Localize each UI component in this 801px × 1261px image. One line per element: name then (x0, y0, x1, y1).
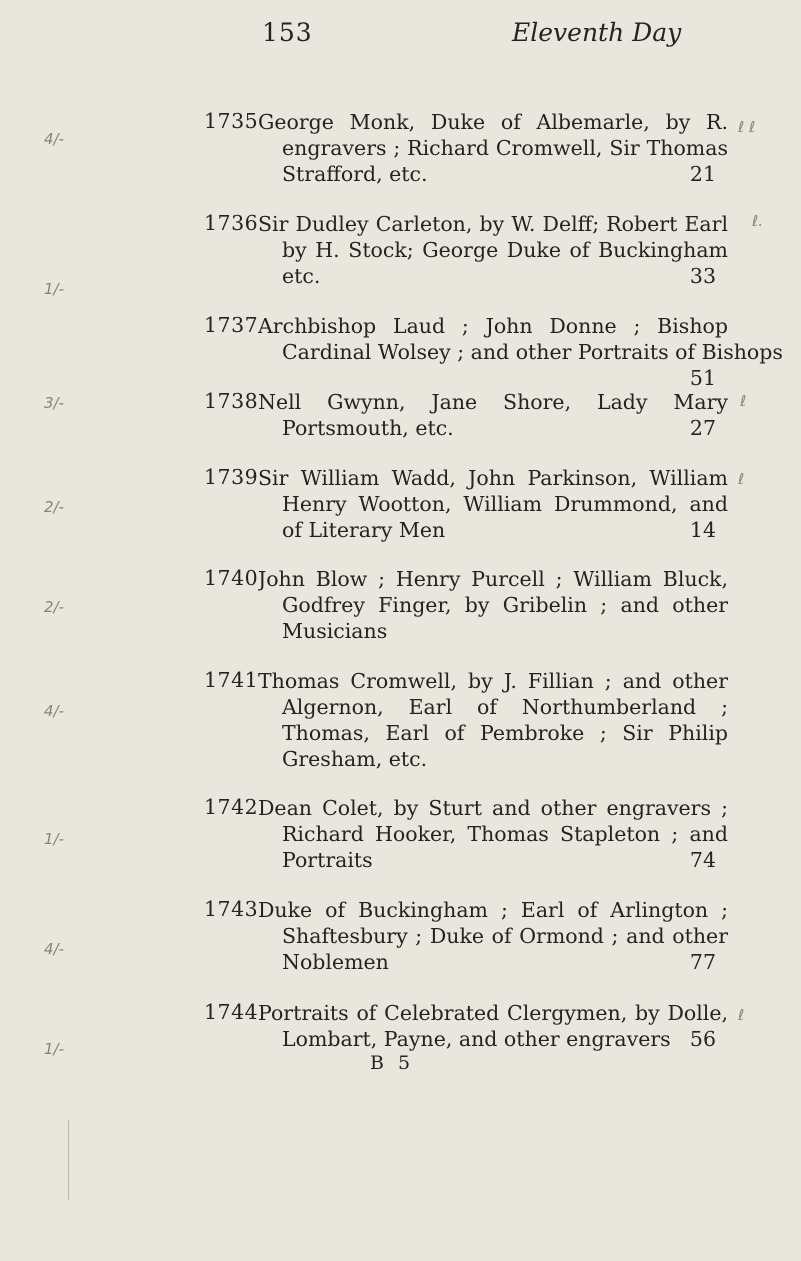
lot-line: Portraits of Celebrated Clergymen, by Dolle, (258, 1001, 728, 1025)
lot-line: Godfrey Finger, by Gribelin ; and other (282, 593, 728, 617)
handwritten-annotation: 1/- (44, 280, 65, 298)
lot-line: Dean Colet, by Sturt and other engravers ; (258, 796, 728, 820)
lot-count: 21 (689, 162, 716, 186)
lot-description (258, 211, 728, 289)
lot-line-text: Strafford, etc. (282, 162, 428, 186)
lot-line (258, 263, 728, 289)
lot-number: 1743 (204, 897, 259, 921)
page-number: 153 (262, 18, 313, 47)
margin-pencil-line (68, 1120, 69, 1200)
page-header (0, 12, 801, 52)
lot-count: 77 (689, 950, 716, 974)
lot-count: 51 (689, 366, 716, 390)
handwritten-annotation: ℓ (738, 1006, 745, 1024)
lot-line: Shaftesbury ; Duke of Ormond ; and other (282, 924, 728, 948)
lot-line: by H. Stock; George Duke of Buckingham (282, 238, 728, 262)
lot-number: 1736 (204, 211, 259, 235)
lot-line (258, 949, 728, 975)
handwritten-annotation: ℓ (738, 470, 745, 488)
lot-description (258, 465, 728, 543)
lot-line: Algernon, Earl of Northumberland ; (282, 695, 728, 719)
lot-line: Thomas, Earl of Pembroke ; Sir Philip (282, 721, 728, 745)
lot-line (258, 339, 783, 390)
handwritten-annotation: ℓ (740, 392, 747, 410)
lot-count: 14 (689, 518, 716, 542)
lot-line: John Blow ; Henry Purcell ; William Bluck, (258, 567, 728, 591)
lot-line: George Monk, Duke of Albemarle, by R. (258, 110, 728, 134)
handwritten-annotation: ℓ ℓ (738, 118, 756, 136)
lot-description (258, 1000, 728, 1052)
lot-line (258, 746, 728, 772)
lot-description (258, 566, 728, 644)
handwritten-annotation: ℓ. (752, 212, 763, 230)
lot-line (258, 847, 728, 873)
handwritten-annotation: 1/- (44, 1040, 65, 1058)
lot-count: 74 (689, 848, 716, 872)
handwritten-annotation: 2/- (44, 598, 65, 616)
signature-mark: B 5 (370, 1052, 415, 1074)
lot-line (258, 1026, 728, 1052)
lot-line (258, 517, 728, 543)
handwritten-annotation: 4/- (44, 702, 65, 720)
lot-line-text: Lombart, Payne, and other engravers (282, 1027, 671, 1051)
lot-line: Archbishop Laud ; John Donne ; Bishop (258, 314, 728, 338)
lot-line-text: Musicians (282, 619, 388, 643)
lot-number: 1742 (204, 795, 259, 819)
lot-number: 1741 (204, 668, 259, 692)
lot-line: Duke of Buckingham ; Earl of Arlington ; (258, 898, 728, 922)
lot-count: 56 (689, 1027, 716, 1051)
lot-number: 1740 (204, 566, 259, 590)
lot-description (258, 313, 783, 391)
lot-description (258, 668, 728, 772)
lot-line: Henry Wootton, William Drummond, and (282, 492, 728, 516)
lot-number: 1739 (204, 465, 259, 489)
handwritten-annotation: 4/- (44, 940, 65, 958)
lot-description (258, 389, 728, 441)
lot-count: 27 (689, 416, 716, 440)
lot-number: 1737 (204, 313, 259, 337)
lot-line-text: Portraits (282, 848, 373, 872)
lot-line: Sir Dudley Carleton, by W. Delff; Robert Earl (258, 212, 728, 236)
lot-line-text: etc. (282, 264, 321, 288)
lot-count: 33 (689, 264, 716, 288)
lot-line (258, 415, 728, 441)
lot-line: Richard Hooker, Thomas Stapleton ; and (282, 822, 728, 846)
lot-line-text: Cardinal Wolsey ; and other Portraits of Bishops (282, 340, 783, 364)
handwritten-annotation: 3/- (44, 394, 65, 412)
lot-description (258, 897, 728, 975)
lot-line-text: Noblemen (282, 950, 389, 974)
lot-line: Sir William Wadd, John Parkinson, William (258, 466, 728, 490)
lot-number: 1744 (204, 1000, 259, 1024)
lot-line (258, 161, 728, 187)
running-head: Eleventh Day (512, 18, 682, 47)
lot-line (258, 618, 728, 644)
lot-line-text: Gresham, etc. (282, 747, 428, 771)
lot-line-text: Portsmouth, etc. (282, 416, 454, 440)
lot-description (258, 795, 728, 873)
lot-line-text: of Literary Men (282, 518, 446, 542)
lot-number: 1735 (204, 109, 259, 133)
lot-line: engravers ; Richard Cromwell, Sir Thomas (282, 136, 728, 160)
lot-line: Thomas Cromwell, by J. Fillian ; and other (258, 669, 728, 693)
lot-number: 1738 (204, 389, 259, 413)
handwritten-annotation: 4/- (44, 130, 65, 148)
handwritten-annotation: 1/- (44, 830, 65, 848)
handwritten-annotation: 2/- (44, 498, 65, 516)
lot-line: Nell Gwynn, Jane Shore, Lady Mary (258, 390, 728, 414)
lot-description (258, 109, 728, 187)
